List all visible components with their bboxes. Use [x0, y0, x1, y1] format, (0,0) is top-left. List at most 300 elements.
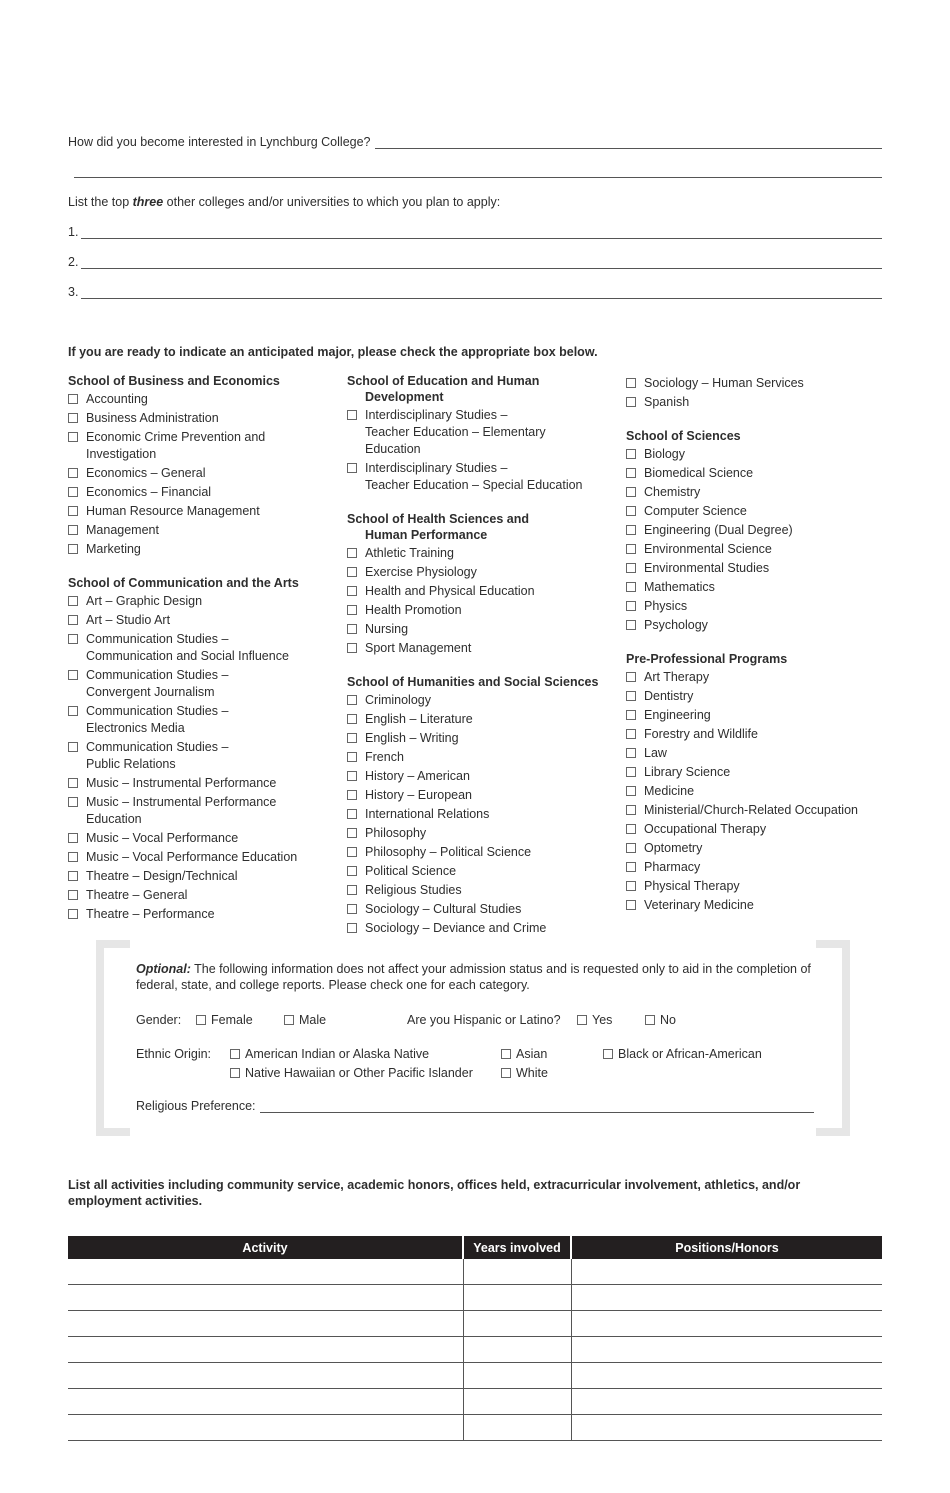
major-label: Art Therapy: [644, 670, 710, 684]
checkbox[interactable]: [347, 885, 357, 895]
checkbox[interactable]: [347, 771, 357, 781]
major-label: Biomedical Science: [644, 466, 754, 480]
education-heading: [347, 373, 617, 405]
business-heading: School of Business and Economics: [68, 374, 280, 388]
major-option[interactable]: [347, 602, 617, 619]
major-option[interactable]: [68, 410, 338, 427]
ethnic-american-indian-checkbox[interactable]: [230, 1049, 240, 1059]
checkbox[interactable]: [68, 394, 78, 404]
college-number-3: 3.: [68, 285, 79, 299]
major-option[interactable]: [347, 545, 617, 562]
major-option[interactable]: [347, 692, 617, 709]
hispanic-no-label: No: [660, 1013, 676, 1027]
humanities-heading: School of Humanities and Social Sciences: [347, 675, 599, 689]
activity-cell[interactable]: [68, 1259, 463, 1285]
ethnic-label: Ethnic Origin:: [136, 1047, 212, 1061]
ethnic-asian-label: Asian: [516, 1047, 548, 1061]
hispanic-yes-option[interactable]: [577, 1012, 612, 1028]
ethnic-white-label: White: [516, 1066, 548, 1080]
checkbox[interactable]: [626, 506, 636, 516]
checkbox[interactable]: [347, 586, 357, 596]
major-option[interactable]: [68, 541, 338, 558]
years-cell[interactable]: [463, 1389, 571, 1415]
checkbox[interactable]: [347, 809, 357, 819]
checkbox[interactable]: [626, 544, 636, 554]
table-row: [68, 1311, 882, 1337]
major-label: Engineering (Dual Degree): [644, 523, 793, 537]
checkbox[interactable]: [626, 449, 636, 459]
optional-text: [136, 961, 816, 993]
major-label: Ministerial/Church-Related Occupation: [644, 803, 858, 817]
checkbox[interactable]: [626, 378, 636, 388]
college-line-1[interactable]: [68, 224, 882, 239]
checkbox[interactable]: [68, 432, 78, 442]
major-label: Music – Instrumental Performance: [86, 776, 277, 790]
major-option[interactable]: [347, 920, 617, 937]
major-option[interactable]: [68, 484, 338, 501]
activity-cell[interactable]: [68, 1337, 463, 1363]
major-option[interactable]: [626, 522, 886, 539]
optional-description: The following information does not affect your admission status and is requested only to aid in the completion of federal, state, and college reports. Please check one for each category.: [136, 962, 811, 992]
major-label: Management: [86, 523, 159, 537]
major-option[interactable]: [626, 484, 886, 501]
health-heading-line-2: Human Performance: [365, 528, 488, 542]
majors-instruction: If you are ready to indicate an anticipated major, please check the appropriate box below.: [68, 345, 598, 359]
major-option[interactable]: [68, 739, 338, 773]
major-label: French: [365, 750, 404, 764]
major-label: Medicine: [644, 784, 695, 798]
major-option[interactable]: [347, 640, 617, 657]
major-label: History – European: [365, 788, 473, 802]
major-option[interactable]: [68, 522, 338, 539]
major-option[interactable]: [626, 465, 886, 482]
positions-cell[interactable]: [571, 1311, 882, 1337]
major-option[interactable]: [626, 579, 886, 596]
major-label: Occupational Therapy: [644, 822, 767, 836]
checkbox[interactable]: [68, 413, 78, 423]
majors-column-1: [68, 373, 338, 925]
sciences-list: [626, 446, 886, 634]
years-cell[interactable]: [463, 1415, 571, 1441]
major-label: Communication Studies – Convergent Journalism: [86, 668, 229, 699]
college-line-2[interactable]: [68, 254, 882, 269]
checkbox[interactable]: [347, 567, 357, 577]
major-label: Athletic Training: [365, 546, 454, 560]
years-cell[interactable]: [463, 1311, 571, 1337]
ethnic-hawaiian-label: Native Hawaiian or Other Pacific Islander: [245, 1066, 473, 1080]
major-option[interactable]: [68, 465, 338, 482]
checkbox[interactable]: [626, 881, 636, 891]
checkbox[interactable]: [347, 828, 357, 838]
table-row: [68, 1389, 882, 1415]
health-heading-line-1: School of Health Sciences and: [347, 512, 529, 526]
major-option[interactable]: [68, 887, 338, 904]
major-label: Law: [644, 746, 667, 760]
major-label: Exercise Physiology: [365, 565, 477, 579]
hispanic-yes-label: Yes: [592, 1013, 613, 1027]
major-label: Computer Science: [644, 504, 747, 518]
major-label: Veterinary Medicine: [644, 898, 754, 912]
communication-list: [68, 593, 338, 923]
gender-male-option[interactable]: [284, 1012, 326, 1028]
checkbox[interactable]: [68, 797, 78, 807]
major-label: Theatre – Performance: [86, 907, 215, 921]
checkbox[interactable]: [68, 890, 78, 900]
checkbox[interactable]: [68, 615, 78, 625]
major-label: International Relations: [365, 807, 490, 821]
major-option[interactable]: [68, 503, 338, 520]
checkbox[interactable]: [626, 468, 636, 478]
checkbox[interactable]: [626, 748, 636, 758]
checkbox[interactable]: [68, 468, 78, 478]
positions-cell[interactable]: [571, 1389, 882, 1415]
major-option[interactable]: [68, 631, 338, 665]
religious-row: [136, 1098, 814, 1113]
checkbox[interactable]: [347, 463, 357, 473]
positions-cell[interactable]: [571, 1259, 882, 1285]
ethnic-asian-option[interactable]: [501, 1046, 547, 1062]
major-option[interactable]: [68, 667, 338, 701]
ethnic-american-indian-label: American Indian or Alaska Native: [245, 1047, 430, 1061]
gender-male-label: Male: [299, 1013, 327, 1027]
checkbox[interactable]: [68, 525, 78, 535]
checkbox[interactable]: [68, 871, 78, 881]
major-option[interactable]: [626, 726, 886, 743]
major-label: Music – Vocal Performance: [86, 831, 239, 845]
checkbox[interactable]: [626, 563, 636, 573]
table-row: [68, 1415, 882, 1441]
gender-male-checkbox[interactable]: [284, 1015, 294, 1025]
years-cell[interactable]: [463, 1363, 571, 1389]
activity-cell[interactable]: [68, 1389, 463, 1415]
ethnic-hawaiian-checkbox[interactable]: [230, 1068, 240, 1078]
checkbox[interactable]: [68, 706, 78, 716]
major-label: Communication Studies – Communication and Social Influence: [86, 632, 289, 663]
major-label: Sociology – Cultural Studies: [365, 902, 522, 916]
major-label: Engineering: [644, 708, 711, 722]
major-option[interactable]: [347, 863, 617, 880]
major-option[interactable]: [347, 621, 617, 638]
major-label: Interdisciplinary Studies – Teacher Education – Elementary Education: [365, 408, 546, 456]
interest-question-label: How did you become interested in Lynchburg College?: [68, 135, 371, 149]
major-option[interactable]: [626, 707, 886, 724]
major-option[interactable]: [626, 859, 886, 876]
major-option[interactable]: [626, 669, 886, 686]
interest-answer-line[interactable]: [375, 134, 883, 149]
major-option[interactable]: [347, 806, 617, 823]
major-label: Political Science: [365, 864, 457, 878]
major-label: Pharmacy: [644, 860, 701, 874]
major-option[interactable]: [347, 460, 617, 494]
major-option[interactable]: [626, 821, 886, 838]
preprof-heading: Pre-Professional Programs: [626, 652, 788, 666]
checkbox[interactable]: [626, 620, 636, 630]
major-label: Music – Instrumental Performance Education: [86, 795, 277, 826]
hispanic-label: Are you Hispanic or Latino?: [407, 1013, 561, 1027]
checkbox[interactable]: [68, 596, 78, 606]
ethnic-american-indian-option[interactable]: [230, 1046, 429, 1062]
major-option[interactable]: [626, 598, 886, 615]
sciences-heading: School of Sciences: [626, 429, 741, 443]
optional-bracket-left: [96, 940, 130, 1136]
checkbox[interactable]: [626, 397, 636, 407]
checkbox[interactable]: [68, 634, 78, 644]
table-row: [68, 1285, 882, 1311]
checkbox[interactable]: [68, 833, 78, 843]
major-option[interactable]: [626, 802, 886, 819]
checkbox[interactable]: [626, 691, 636, 701]
other-colleges-question: [68, 194, 500, 210]
major-label: Economics – General: [86, 466, 206, 480]
years-cell[interactable]: [463, 1259, 571, 1285]
majors-column-2: [347, 373, 617, 939]
major-option[interactable]: [68, 593, 338, 610]
major-option[interactable]: [626, 688, 886, 705]
major-label: Theatre – Design/Technical: [86, 869, 238, 883]
checkbox[interactable]: [347, 643, 357, 653]
major-label: Philosophy – Political Science: [365, 845, 532, 859]
major-option[interactable]: [626, 446, 886, 463]
optional-label: Optional:: [136, 962, 191, 976]
activity-header: Activity: [68, 1236, 463, 1259]
checkbox[interactable]: [347, 752, 357, 762]
years-header: Years involved: [463, 1236, 571, 1259]
education-heading-line-1: School of Education and Human: [347, 374, 540, 388]
major-option[interactable]: [347, 882, 617, 899]
checkbox[interactable]: [626, 525, 636, 535]
major-label: Physical Therapy: [644, 879, 740, 893]
checkbox[interactable]: [68, 742, 78, 752]
checkbox[interactable]: [626, 805, 636, 815]
major-option[interactable]: [347, 749, 617, 766]
ethnic-black-label: Black or African-American: [618, 1047, 762, 1061]
checkbox[interactable]: [68, 670, 78, 680]
major-label: Spanish: [644, 395, 690, 409]
checkbox[interactable]: [347, 624, 357, 634]
major-option[interactable]: [347, 844, 617, 861]
health-list: [347, 545, 617, 657]
major-label: Philosophy: [365, 826, 427, 840]
major-option[interactable]: [68, 830, 338, 847]
activity-cell[interactable]: [68, 1311, 463, 1337]
major-label: Biology: [644, 447, 685, 461]
major-label: Theatre – General: [86, 888, 188, 902]
major-option[interactable]: [68, 849, 338, 866]
ethnic-white-checkbox[interactable]: [501, 1068, 511, 1078]
positions-cell[interactable]: [571, 1285, 882, 1311]
major-option[interactable]: [68, 429, 338, 463]
checkbox[interactable]: [347, 847, 357, 857]
major-option[interactable]: [626, 764, 886, 781]
checkbox[interactable]: [347, 733, 357, 743]
major-label: Chemistry: [644, 485, 701, 499]
major-label: English – Writing: [365, 731, 459, 745]
checkbox[interactable]: [626, 786, 636, 796]
major-option[interactable]: [626, 394, 886, 411]
major-option[interactable]: [347, 787, 617, 804]
major-label: Art – Graphic Design: [86, 594, 203, 608]
major-option[interactable]: [626, 840, 886, 857]
business-list: [68, 391, 338, 558]
major-label: Business Administration: [86, 411, 219, 425]
humanities-cont-list: [626, 375, 886, 411]
checkbox[interactable]: [626, 767, 636, 777]
checkbox[interactable]: [347, 790, 357, 800]
religious-answer-line[interactable]: [260, 1098, 814, 1113]
checkbox[interactable]: [626, 582, 636, 592]
major-label: Physics: [644, 599, 688, 613]
major-label: Communication Studies – Public Relations: [86, 740, 229, 771]
major-option[interactable]: [68, 775, 338, 792]
ethnic-black-option[interactable]: [603, 1046, 762, 1062]
checkbox[interactable]: [68, 852, 78, 862]
major-option[interactable]: [626, 878, 886, 895]
positions-cell[interactable]: [571, 1363, 882, 1389]
major-option[interactable]: [347, 825, 617, 842]
hispanic-yes-checkbox[interactable]: [577, 1015, 587, 1025]
checkbox[interactable]: [68, 909, 78, 919]
hispanic-no-checkbox[interactable]: [645, 1015, 655, 1025]
positions-cell[interactable]: [571, 1415, 882, 1441]
major-label: English – Literature: [365, 712, 473, 726]
checkbox[interactable]: [347, 605, 357, 615]
communication-heading: School of Communication and the Arts: [68, 576, 299, 590]
college-line-3[interactable]: [68, 284, 882, 299]
checkbox[interactable]: [68, 544, 78, 554]
major-label: Marketing: [86, 542, 141, 556]
major-label: Interdisciplinary Studies – Teacher Education – Special Education: [365, 461, 583, 492]
checkbox[interactable]: [347, 866, 357, 876]
major-label: Sociology – Deviance and Crime: [365, 921, 547, 935]
major-option[interactable]: [626, 617, 886, 634]
major-label: Forestry and Wildlife: [644, 727, 758, 741]
gender-label: Gender:: [136, 1013, 182, 1027]
major-label: Health Promotion: [365, 603, 462, 617]
ethnic-hawaiian-option[interactable]: [230, 1065, 473, 1081]
activity-cell[interactable]: [68, 1285, 463, 1311]
major-option[interactable]: [347, 711, 617, 728]
major-option[interactable]: [626, 503, 886, 520]
major-label: Religious Studies: [365, 883, 462, 897]
major-label: Sociology – Human Services: [644, 376, 804, 390]
checkbox[interactable]: [626, 862, 636, 872]
major-option[interactable]: [347, 583, 617, 600]
checkbox[interactable]: [626, 843, 636, 853]
checkbox[interactable]: [626, 601, 636, 611]
major-option[interactable]: [347, 901, 617, 918]
checkbox[interactable]: [347, 548, 357, 558]
major-label: Environmental Studies: [644, 561, 770, 575]
table-row: [68, 1337, 882, 1363]
checkbox[interactable]: [68, 778, 78, 788]
major-option[interactable]: [68, 868, 338, 885]
major-option[interactable]: [626, 897, 886, 914]
table-row: [68, 1259, 882, 1285]
other-colleges-emphasis: three: [132, 195, 164, 209]
college-number-2: 2.: [68, 255, 79, 269]
major-option[interactable]: [347, 407, 617, 458]
major-option[interactable]: [68, 703, 338, 737]
major-label: Psychology: [644, 618, 708, 632]
major-option[interactable]: [347, 768, 617, 785]
checkbox[interactable]: [626, 672, 636, 682]
gender-female-label: Female: [211, 1013, 253, 1027]
checkbox[interactable]: [68, 487, 78, 497]
major-label: Mathematics: [644, 580, 715, 594]
college-number-1: 1.: [68, 225, 79, 239]
activity-cell[interactable]: [68, 1363, 463, 1389]
activity-cell[interactable]: [68, 1415, 463, 1441]
major-label: Accounting: [86, 392, 148, 406]
major-option[interactable]: [347, 730, 617, 747]
checkbox[interactable]: [347, 714, 357, 724]
ethnic-white-option[interactable]: [501, 1065, 548, 1081]
major-label: Economics – Financial: [86, 485, 212, 499]
checkbox[interactable]: [347, 410, 357, 420]
positions-cell[interactable]: [571, 1337, 882, 1363]
checkbox[interactable]: [68, 506, 78, 516]
major-label: History – American: [365, 769, 470, 783]
major-option[interactable]: [68, 906, 338, 923]
major-label: Art – Studio Art: [86, 613, 171, 627]
major-option[interactable]: [68, 612, 338, 629]
checkbox[interactable]: [626, 729, 636, 739]
checkbox[interactable]: [626, 487, 636, 497]
hispanic-no-option[interactable]: [645, 1012, 676, 1028]
major-label: Music – Vocal Performance Education: [86, 850, 298, 864]
checkbox[interactable]: [347, 923, 357, 933]
education-heading-line-2: Development: [365, 390, 444, 404]
gender-female-checkbox[interactable]: [196, 1015, 206, 1025]
major-option[interactable]: [347, 564, 617, 581]
ethnic-black-checkbox[interactable]: [603, 1049, 613, 1059]
major-label: Communication Studies – Electronics Media: [86, 704, 229, 735]
major-label: Optometry: [644, 841, 703, 855]
checkbox[interactable]: [347, 695, 357, 705]
major-label: Library Science: [644, 765, 731, 779]
checkbox[interactable]: [626, 710, 636, 720]
interest-question: [68, 134, 882, 149]
religious-label: Religious Preference:: [136, 1099, 256, 1113]
major-option[interactable]: [68, 391, 338, 408]
health-heading: [347, 511, 617, 543]
checkbox[interactable]: [626, 900, 636, 910]
humanities-list: [347, 692, 617, 937]
years-cell[interactable]: [463, 1337, 571, 1363]
gender-female-option[interactable]: [196, 1012, 253, 1028]
major-option[interactable]: [626, 745, 886, 762]
major-label: Environmental Science: [644, 542, 772, 556]
other-colleges-text-2: other colleges and/or universities to which you plan to apply:: [163, 195, 501, 209]
major-label: Dentistry: [644, 689, 694, 703]
major-option[interactable]: [68, 794, 338, 828]
years-cell[interactable]: [463, 1285, 571, 1311]
checkbox[interactable]: [347, 904, 357, 914]
activities-instruction: List all activities including community service, academic honors, offices held, extracurricular involvement, athletics, and/or employment activities.: [68, 1178, 801, 1208]
checkbox[interactable]: [626, 824, 636, 834]
activities-table: [68, 1236, 882, 1441]
major-option[interactable]: [626, 560, 886, 577]
positions-header: Positions/Honors: [571, 1236, 882, 1259]
major-label: Criminology: [365, 693, 431, 707]
major-label: Human Resource Management: [86, 504, 260, 518]
major-label: Economic Crime Prevention and Investigation: [86, 430, 266, 461]
interest-answer-line-2[interactable]: [74, 177, 882, 178]
ethnic-asian-checkbox[interactable]: [501, 1049, 511, 1059]
major-option[interactable]: [626, 541, 886, 558]
major-option[interactable]: [626, 375, 886, 392]
major-option[interactable]: [626, 783, 886, 800]
